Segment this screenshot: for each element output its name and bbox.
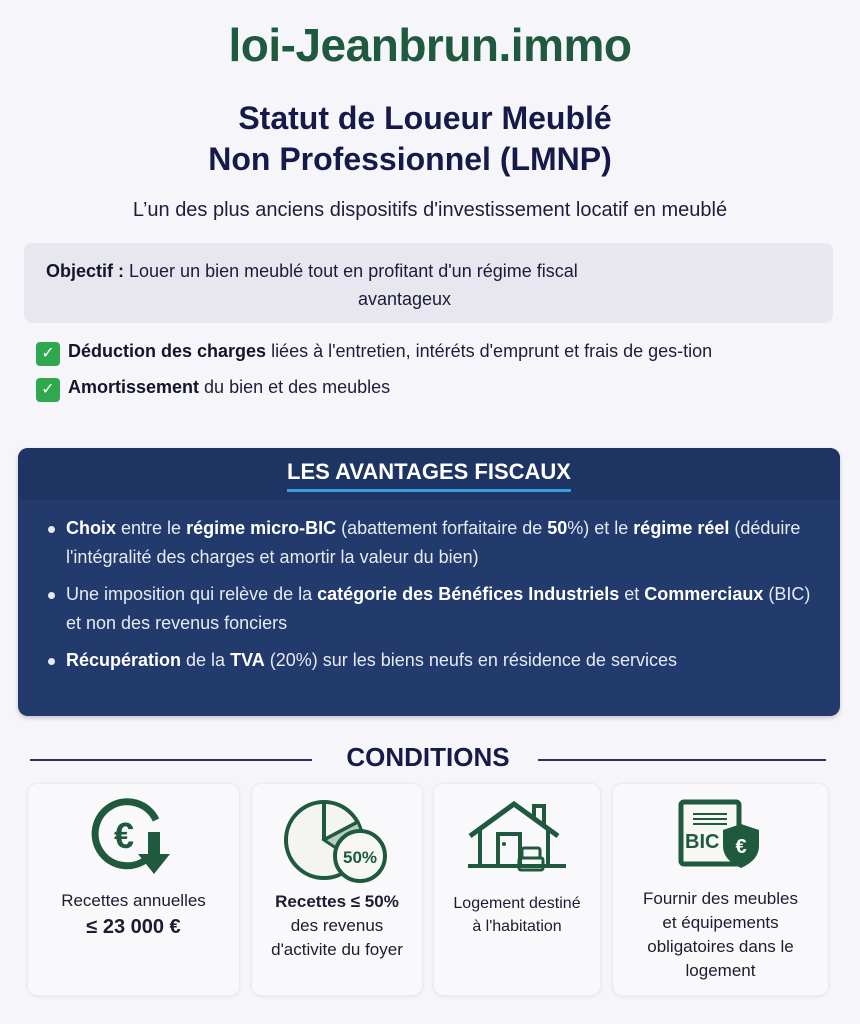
- fiscal-advantage-text: (BIC) et non des revenus fonciers: [66, 584, 811, 633]
- bic-document-icon: [673, 798, 769, 877]
- condition-card-text: [28, 889, 239, 939]
- site-title: loi-Jeanbrun.immo: [228, 19, 632, 71]
- house-icon: [462, 798, 572, 883]
- fiscal-advantage-item: [48, 580, 820, 638]
- checklist: [36, 338, 836, 410]
- condition-card-income-share: [251, 783, 423, 996]
- check-item: [36, 338, 836, 366]
- condition-card-line: obligatoires dans le: [647, 937, 794, 956]
- condition-card-value: ≤ 23 000 €: [86, 916, 181, 938]
- fiscal-advantage-bold: 50: [547, 518, 568, 538]
- fiscal-advantage-bold: régime réel: [633, 518, 730, 538]
- fiscal-advantage-text: (déduire l'intégralité des charges et amortir la valeur du bien): [66, 518, 801, 567]
- objective-label: Objectif :: [46, 261, 125, 281]
- check-icon: ✓: [36, 342, 60, 366]
- condition-card-value: Recettes ≤ 50%: [275, 892, 399, 911]
- condition-card-text: [434, 892, 600, 938]
- condition-card-line: Recettes annuelles: [61, 891, 206, 910]
- fiscal-advantage-bold: Récupération: [66, 650, 182, 670]
- pie-50-percent-icon: [278, 798, 396, 893]
- divider-line: [538, 759, 826, 761]
- condition-card-furniture: [612, 783, 829, 996]
- condition-card-line: des revenus: [290, 916, 384, 935]
- condition-card-line: à l'habitation: [472, 918, 562, 935]
- page-title: [0, 98, 860, 180]
- fiscal-advantages-list: [18, 500, 840, 675]
- check-item-bold: Déduction des charges: [68, 341, 267, 361]
- check-item-rest: liées à l'entretien, intéréts d'emprunt et frais de ges-tion: [266, 341, 713, 361]
- euro-down-icon: [86, 798, 182, 893]
- page-title-line-1: Statut de Loueur Meublé: [238, 100, 612, 136]
- fiscal-advantages-title: LES AVANTAGES FISCAUX: [287, 448, 571, 492]
- fiscal-advantage-item: [48, 514, 820, 572]
- objective-box: [24, 243, 833, 323]
- condition-card-line: Logement destiné: [453, 895, 581, 912]
- fiscal-advantage-text: (abattement forfaitaire de: [336, 518, 548, 538]
- fiscal-advantages-header: [18, 448, 840, 500]
- fiscal-advantage-bold: régime micro-BIC: [186, 518, 337, 538]
- fiscal-advantage-text: entre le: [116, 518, 187, 538]
- check-item-text: [68, 374, 390, 400]
- condition-card-revenue: [27, 783, 240, 996]
- fiscal-advantage-bold: Commerciaux: [644, 584, 764, 604]
- condition-card-housing: [433, 783, 601, 996]
- condition-card-line: Fournir des meubles: [643, 889, 798, 908]
- check-item-text: [68, 338, 712, 364]
- condition-card-text: [613, 887, 828, 983]
- objective-line-1: [46, 257, 813, 285]
- condition-card-text: [252, 890, 422, 962]
- conditions-header: [30, 742, 826, 778]
- fiscal-advantage-bold: Choix: [66, 518, 117, 538]
- pie-icon-label: 50%: [342, 848, 378, 867]
- fiscal-advantages-panel: [18, 448, 840, 716]
- condition-card-line: et équipements: [662, 913, 779, 932]
- objective-text-continued: avantageux: [357, 289, 452, 309]
- svg-text:€: €: [113, 815, 134, 856]
- fiscal-advantage-text: et: [619, 584, 645, 604]
- fiscal-advantage-item: [48, 646, 820, 675]
- check-item-bold: Amortissement: [68, 377, 200, 397]
- check-icon: ✓: [36, 378, 60, 402]
- objective-text: Louer un bien meublé tout en profitant d'un régime fiscal: [124, 261, 578, 281]
- bic-icon-label: BIC: [684, 831, 719, 853]
- page-title-line-2: Non Professionnel (LMNP): [208, 141, 612, 177]
- fiscal-advantage-text: de la: [181, 650, 231, 670]
- fiscal-advantage-text: %) et le: [567, 518, 634, 538]
- condition-card-line: logement: [685, 961, 756, 980]
- conditions-title: CONDITIONS: [346, 742, 510, 772]
- fiscal-advantage-bold: catégorie des Bénéfices Industriels: [317, 584, 620, 604]
- page-subtitle: L’un des plus anciens dispositifs d'investissement locatif en meublé: [132, 199, 728, 221]
- fiscal-advantage-text: Une imposition qui relève de la: [66, 584, 318, 604]
- fiscal-advantage-text: (20%) sur les biens neufs en résidence de services: [264, 650, 677, 670]
- check-item: [36, 374, 836, 402]
- check-item-rest: du bien et des meubles: [199, 377, 391, 397]
- svg-text:€: €: [734, 836, 747, 858]
- fiscal-advantage-bold: TVA: [230, 650, 265, 670]
- condition-card-line: d'activite du foyer: [271, 940, 403, 959]
